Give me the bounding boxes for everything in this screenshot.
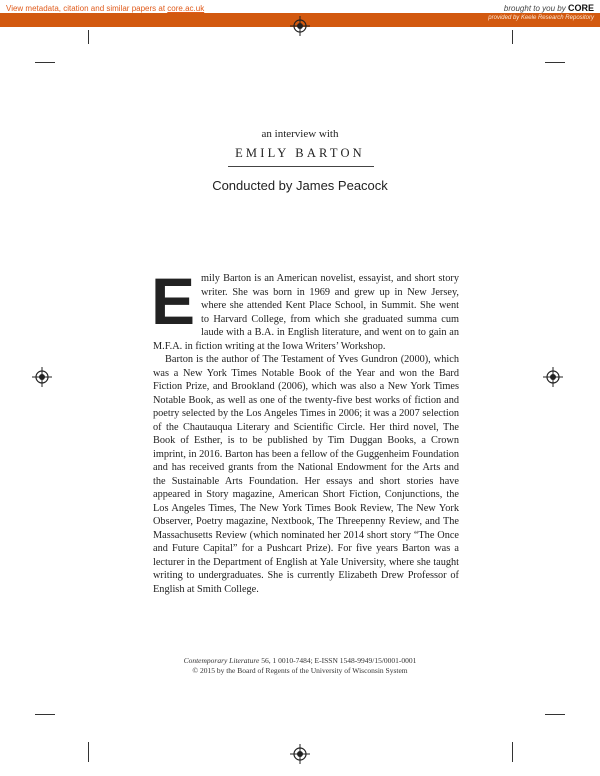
- paragraph-intro: [151, 264, 459, 353]
- registration-mark-icon: [543, 367, 563, 387]
- paragraph-intro-text: mily Barton is an American novelist, essayist, and short story writer. She was born in 1969 and grew up in New Jersey, where she attended Kent Place School, in Summit. She went to Harvard College, from which she graduated summa cum laude with a B.A. in English literature, and went on to gain an M.F.A. in fiction writing at the Iowa Writers’ Workshop.: [153, 273, 459, 352]
- registration-mark-icon: [290, 16, 310, 36]
- crop-mark: [512, 742, 513, 762]
- journal-name: Contemporary Literature: [183, 656, 260, 665]
- author-name: EMILY BARTON: [235, 146, 365, 160]
- registration-mark-icon: [32, 367, 52, 387]
- citation-text: 56, 1 0010-7484; E-ISSN 1548-9949/15/0001-0001: [259, 656, 417, 665]
- citation-line: [0, 656, 600, 666]
- article-body: [151, 264, 459, 596]
- core-link-domain[interactable]: core.ac.uk: [167, 4, 205, 13]
- core-link-text: View metadata, citation and similar papers at: [6, 4, 168, 13]
- interview-kicker: an interview with: [261, 128, 339, 140]
- crop-mark: [545, 62, 565, 63]
- registration-mark-icon: [290, 744, 310, 764]
- crop-mark: [35, 62, 55, 63]
- interviewer-line: Conducted by James Peacock: [212, 178, 388, 193]
- paragraph-bio: Barton is the author of The Testament of Yves Gundron (2000), which was a New York Times Notable Book of the Year and won the Bard Fiction Prize, and Brookland (2006), which was also a New York Times Notable Book, as well as one of the twenty-five best works of fiction and poetry selected by the Los Angeles Times in 2006; it was a 2007 selection of the Chautauqua Literary and Scientific Circle. Her third novel, The Book of Esther, is to be published by Tim Duggan Books, a Crown imprint, in 2016. Barton has been a fellow of the Guggenheim Foundation and has received grants from the National Endowment for the Arts and the Sustainable Arts Foundation. Her essays and short stories have appeared in Story magazine, American Short Fiction, Conjunctions, the Los Angeles Times, The New York Times Book Review, The New York Observer, Poetry magazine, Nextbook, The Threepenny Review, and The Massachusetts Review (which nominated her 2014 short story “The Once and Future Capital” for a Pushcart Prize). For five years Barton was a lecturer in the Department of English at Yale University, where she taught writing to undergraduates. She is currently Elizabeth Drew Professor of English at Smith College.: [153, 354, 459, 595]
- core-logo[interactable]: CORE: [567, 3, 594, 13]
- title-rule: [228, 166, 374, 167]
- crop-mark: [35, 714, 55, 715]
- crop-mark: [88, 30, 89, 44]
- provider-text: provided by Keele Research Repository: [488, 15, 594, 21]
- core-brand: [504, 3, 594, 13]
- copyright-line: © 2015 by the Board of Regents of the University of Wisconsin System: [192, 666, 408, 675]
- brought-by-text: brought to you by: [503, 4, 566, 13]
- crop-mark: [545, 714, 565, 715]
- crop-mark: [88, 742, 89, 762]
- crop-mark: [512, 30, 513, 44]
- page-footer: [0, 656, 600, 676]
- core-metadata-link[interactable]: [6, 4, 204, 13]
- drop-cap: E: [151, 264, 196, 338]
